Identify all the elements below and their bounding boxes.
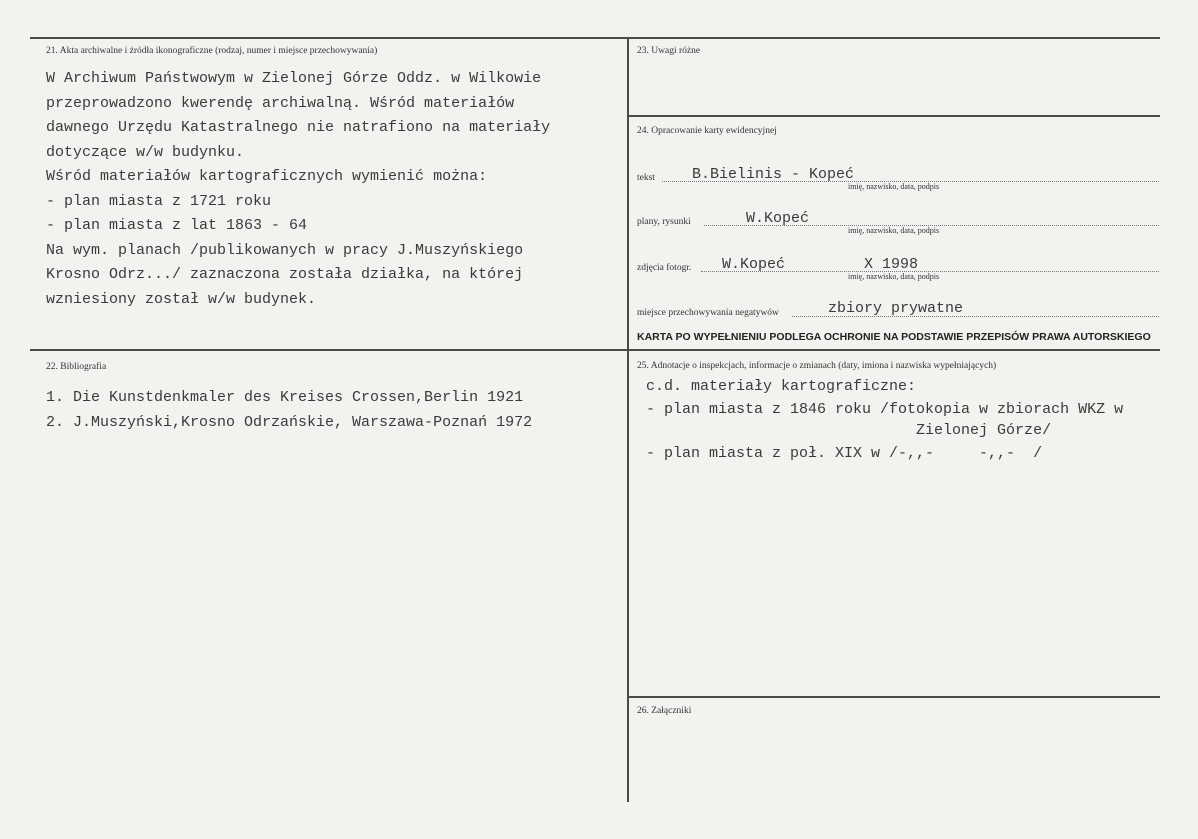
text-line: W Archiwum Państwowym w Zielonej Górze Oddz. w Wilkowie	[46, 70, 542, 87]
rule-23-24	[629, 115, 1160, 117]
miejsce-value: zbiory prywatne	[828, 300, 964, 317]
tekst-caption: imię, nazwisko, data, podpis	[848, 182, 940, 191]
text-line: Wśród materiałów kartograficznych wymienić można:	[46, 168, 488, 185]
text-line: Krosno Odrz.../ zaznaczona została działka, na której	[46, 266, 524, 283]
text-line: - plan miasta z lat 1863 - 64	[46, 217, 308, 234]
bibliography-item: 2. J.Muszyński,Krosno Odrzańskie, Warszawa-Poznań 1972	[46, 413, 533, 431]
zdjecia-date: X 1998	[864, 256, 919, 273]
section-21-label: 21. Akta archiwalne i źródła ikonograficzne (rodzaj, numer i miejsce przechowywania)	[46, 46, 378, 56]
top-rule	[30, 37, 1160, 39]
annotation-line: - plan miasta z poł. XIX w /-,,- -,,- /	[646, 445, 1043, 462]
section-23-label: 23. Uwagi różne	[637, 46, 701, 56]
tekst-label: tekst	[637, 173, 655, 183]
tekst-value: B.Bielinis - Kopeć	[692, 166, 855, 183]
plany-caption: imię, nazwisko, data, podpis	[848, 226, 940, 235]
miejsce-label: miejsce przechowywania negatywów	[637, 308, 779, 318]
zdjecia-caption: imię, nazwisko, data, podpis	[848, 272, 940, 281]
text-line: dotyczące w/w budynku.	[46, 143, 245, 161]
center-divider	[627, 37, 629, 802]
text-line: dawnego Urzędu Katastralnego nie natrafiono na materiały	[46, 119, 551, 136]
section-21-text	[46, 67, 550, 312]
text-line: - plan miasta z 1721 roku	[46, 192, 272, 210]
rule-25-26	[629, 696, 1160, 698]
annotation-line: - plan miasta z 1846 roku /fotokopia w zbiorach WKZ w	[646, 401, 1124, 418]
plany-label: plany, rysunki	[637, 217, 691, 227]
section-25-text	[646, 375, 1123, 467]
text-line: przeprowadzono kwerendę archiwalną. Wśród materiałów	[46, 94, 515, 112]
section-25-label: 25. Adnotacje o inspekcjach, informacje o zmianach (daty, imiona i nazwiska wypełniających)	[637, 361, 997, 371]
annotation-line: Zielonej Górze/	[646, 422, 1052, 439]
text-line: Na wym. planach /publikowanych w pracy J.Muszyńskiego	[46, 241, 524, 259]
copyright-notice: KARTA PO WYPEŁNIENIU PODLEGA OCHRONIE NA PODSTAWIE PRZEPISÓW PRAWA AUTORSKIEGO	[637, 331, 1151, 343]
section-22-text	[46, 386, 532, 435]
middle-rule	[30, 349, 1160, 351]
zdjecia-value: W.Kopeć	[722, 256, 786, 273]
section-24-label: 24. Opracowanie karty ewidencyjnej	[637, 126, 777, 136]
zdjecia-label: zdjęcia fotogr.	[637, 263, 692, 273]
annotation-line: c.d. materiały kartograficzne:	[646, 378, 917, 395]
plany-value: W.Kopeć	[746, 210, 810, 227]
section-22-label: 22. Bibliografia	[46, 362, 107, 372]
bibliography-item: 1. Die Kunstdenkmaler des Kreises Crossen,Berlin 1921	[46, 389, 524, 406]
section-26-label: 26. Załączniki	[637, 706, 692, 716]
text-line: wzniesiony został w/w budynek.	[46, 290, 317, 308]
